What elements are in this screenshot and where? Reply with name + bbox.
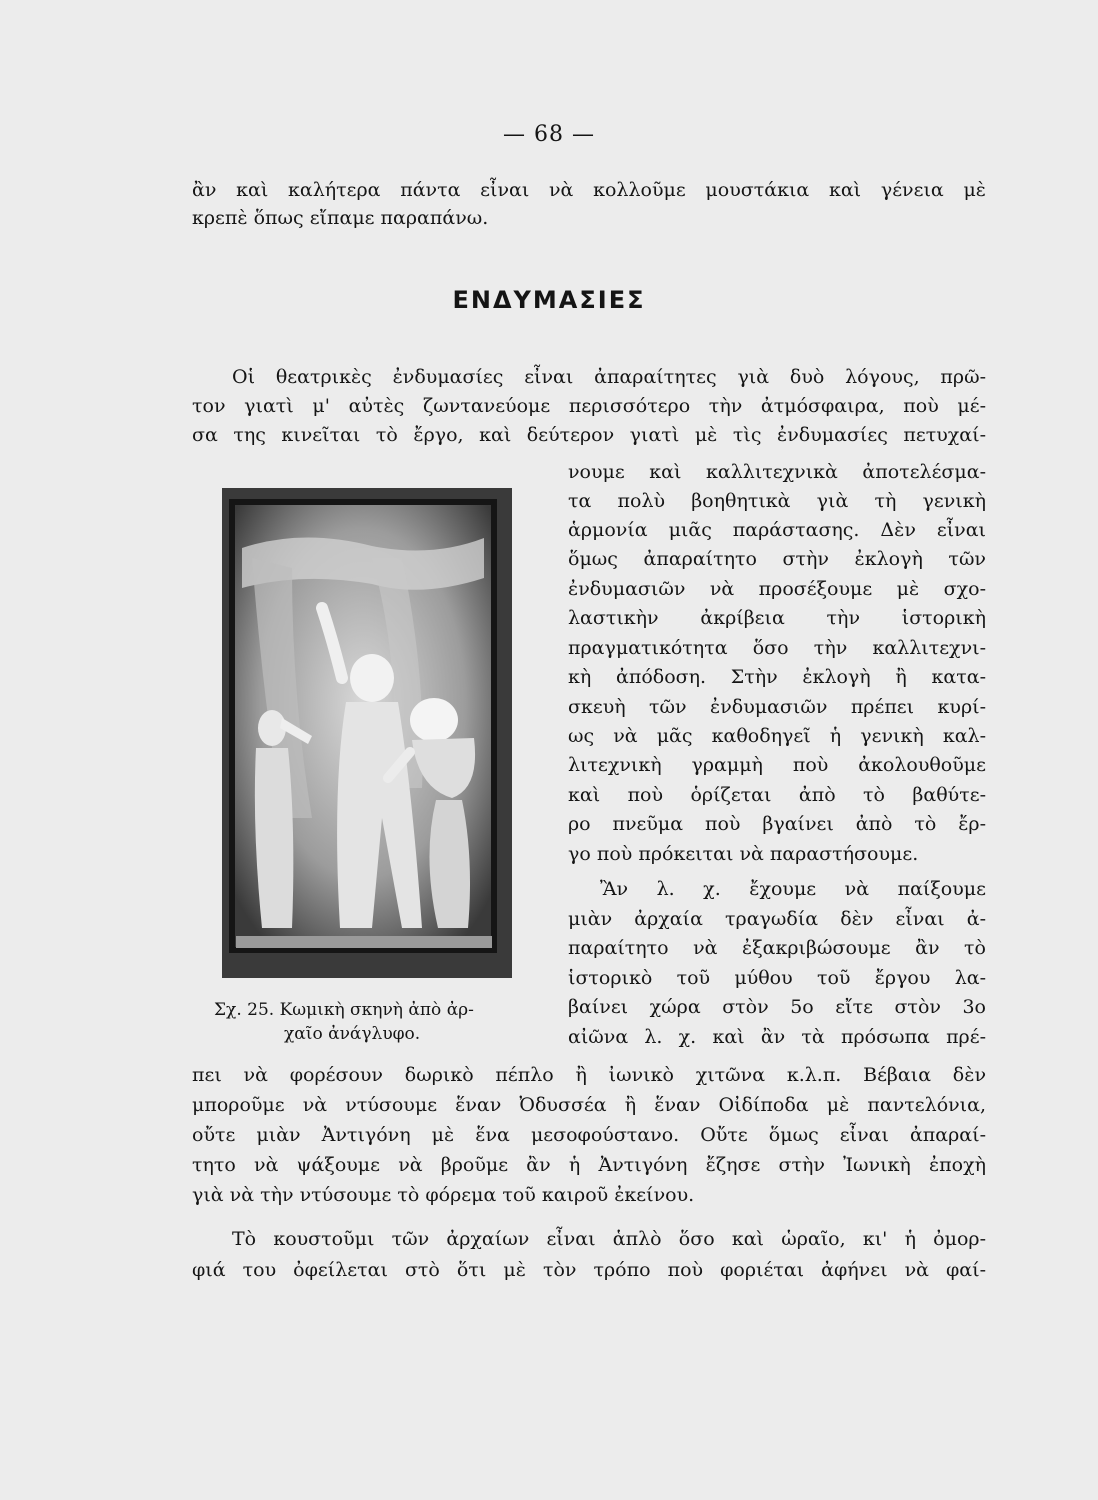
paragraph-line: γο ποὺ πρόκειται νὰ παραστήσουμε. [568,843,919,865]
paragraph-line: οὔτε μιὰν Ἀντιγόνη μὲ ἕνα μεσοφούστανο. Οὔτε ὅμως εἶναι ἀπαραί- [192,1124,986,1146]
paragraph-line: πει νὰ φορέσουν δωρικὸ πέπλο ἢ ἰωνικὸ χιτῶνα κ.λ.π. Βέβαια δὲν [192,1064,986,1086]
paragraph-line: μιὰν ἀρχαία τραγωδία δὲν εἶναι ἀ- [568,908,986,930]
relief-figure [222,488,512,978]
paragraph-line: κὴ ἀπόδοση. Στὴν ἐκλογὴ ἢ κατα- [568,666,986,688]
paragraph-line: ὅμως ἀπαραίτητο στὴν ἐκλογὴ τῶν [568,548,986,570]
paragraph-line: τον γιατὶ μ' αὐτὲς ζωντανεύομε περισσότερο τὴν ἀτμόσφαιρα, ποὺ μέ- [192,395,986,417]
paragraph-line: λαστικὴν ἀκρίβεια τὴν ἱστορικὴ [568,607,986,629]
paragraph-line: λιτεχνικὴ γραμμὴ ποὺ ἀκολουθοῦμε [568,754,986,776]
paragraph-line: βαίνει χώρα στὸν 5ο εἴτε στὸν 3ο [568,996,986,1018]
paragraph-line: τα πολὺ βοηθητικὰ γιὰ τὴ γενικὴ [568,490,986,512]
paragraph-line: μποροῦμε νὰ ντύσουμε ἕναν Ὀδυσσέα ἢ ἕναν Οἰδίποδα μὲ παντελόνια, [192,1094,986,1116]
paragraph-line: σκευὴ τῶν ἐνδυμασιῶν πρέπει κυρί- [568,696,986,718]
paragraph-line: ρο πνεῦμα ποὺ βγαίνει ἀπὸ τὸ ἔρ- [568,813,986,835]
relief-image [222,488,512,978]
paragraph-line: νουμε καὶ καλλιτεχνικὰ ἀποτελέσμα- [568,461,986,483]
paragraph-line: Ἂν λ. χ. ἔχουμε νὰ παίξουμε [600,878,986,900]
intro-line: κρεπὲ ὅπως εἴπαμε παραπάνω. [192,207,489,229]
paragraph-line: φιά του ὀφείλεται στὸ ὅτι μὲ τὸν τρόπο ποὺ φοριέται ἀφήνει νὰ φαί- [192,1259,986,1281]
paragraph-line: ως νὰ μᾶς καθοδηγεῖ ἡ γενικὴ καλ- [568,725,986,747]
paragraph-line: πραγματικότητα ὅσο τὴν καλλιτεχνι- [568,637,986,659]
paragraph-line: παραίτητο νὰ ἐξακριβώσουμε ἂν τὸ [568,937,986,959]
caption-line: Σχ. 25. Κωμικὴ σκηνὴ ἀπὸ ἀρ- [214,1000,474,1020]
paragraph-line: σα της κινεῖται τὸ ἔργο, καὶ δεύτερον γιατὶ μὲ τὶς ἐνδυμασίες πετυχαί- [192,424,986,446]
paragraph-line: ἁρμονία μιᾶς παράστασης. Δὲν εἶναι [568,519,986,541]
intro-line: ἂν καὶ καλήτερα πάντα εἶναι νὰ κολλοῦμε μουστάκια καὶ γένεια μὲ [192,179,986,201]
section-heading: ΕΝΔΥΜΑΣΙΕΣ [452,286,646,314]
paragraph-line: τητο νὰ ψάξουμε νὰ βροῦμε ἂν ἡ Ἀντιγόνη ἔζησε στὴν Ἰωνικὴ ἐποχὴ [192,1154,986,1176]
caption-line: χαῖο ἀνάγλυφο. [284,1024,421,1044]
paragraph-line: Οἱ θεατρικὲς ἐνδυμασίες εἶναι ἀπαραίτητες γιὰ δυὸ λόγους, πρῶ- [232,366,986,388]
figure-caption [214,998,514,1046]
paragraph-line: καὶ ποὺ ὁρίζεται ἀπὸ τὸ βαθύτε- [568,784,986,806]
paragraph-line: αἰῶνα λ. χ. καὶ ἂν τὰ πρόσωπα πρέ- [568,1026,986,1048]
paragraph-line: γιὰ νὰ τὴν ντύσουμε τὸ φόρεμα τοῦ καιροῦ ἐκείνου. [192,1184,695,1206]
page-number: — 68 — [503,122,595,147]
paragraph-line: ἐνδυμασιῶν νὰ προσέξουμε μὲ σχο- [568,578,986,600]
paragraph-line: ἱστορικὸ τοῦ μύθου τοῦ ἔργου λα- [568,967,986,989]
paragraph-line: Τὸ κουστοῦμι τῶν ἀρχαίων εἶναι ἁπλὸ ὅσο καὶ ὡραῖο, κι' ἡ ὀμορ- [232,1228,986,1250]
